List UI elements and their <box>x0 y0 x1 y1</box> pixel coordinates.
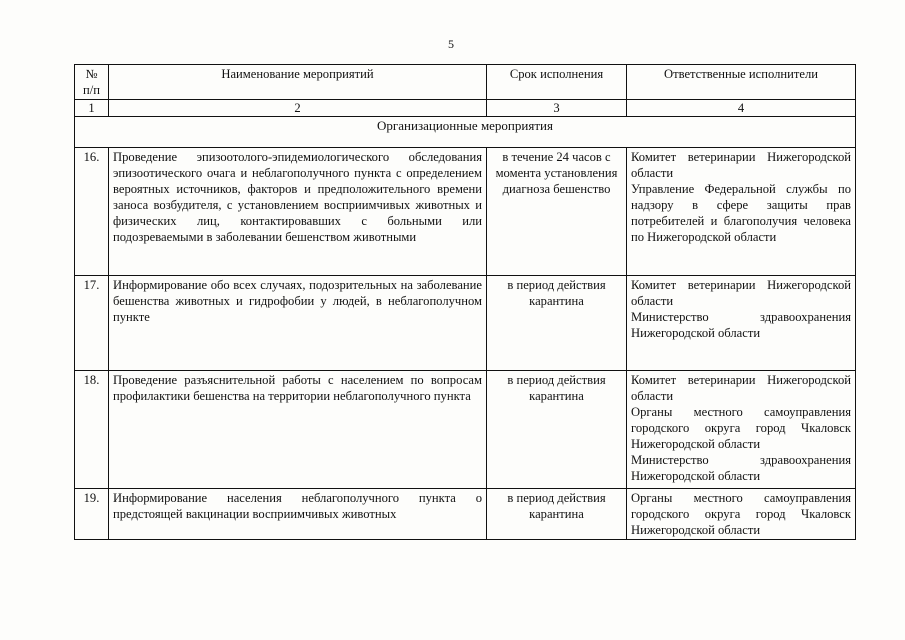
measure-term: в период действия карантина <box>487 276 627 371</box>
header-col-name: Наименование мероприятий <box>109 65 487 100</box>
table-row <box>75 276 856 371</box>
section-title: Организационные мероприятия <box>75 117 856 148</box>
section-row <box>75 117 856 148</box>
column-number: 3 <box>487 100 627 117</box>
row-number: 16. <box>75 148 109 276</box>
table-row <box>75 371 856 489</box>
responsible-party: Комитет ветеринарии Нижегородской области <box>631 373 851 403</box>
row-number: 18. <box>75 371 109 489</box>
measure-name: Информирование обо всех случаях, подозрительных на заболевание бешенства животных и гидрофобии у людей, в неблагополучном пункте <box>109 276 487 371</box>
row-number: 17. <box>75 276 109 371</box>
measure-responsible <box>627 148 856 276</box>
table-row <box>75 148 856 276</box>
measure-term: в период действия карантина <box>487 489 627 540</box>
responsible-party: Органы местного самоуправления городского округа город Чкаловск Нижегородской области <box>631 405 851 451</box>
measure-responsible <box>627 489 856 540</box>
measure-term: в течение 24 часов с момента установления диагноза бешенство <box>487 148 627 276</box>
responsible-party: Комитет ветеринарии Нижегородской области <box>631 150 851 180</box>
responsible-party: Министерство здравоохранения Нижегородской области <box>631 453 851 483</box>
measures-table <box>74 64 856 540</box>
column-number: 4 <box>627 100 856 117</box>
responsible-party: Комитет ветеринарии Нижегородской области <box>631 278 851 308</box>
measure-name: Информирование населения неблагополучного пункта о предстоящей вакцинации восприимчивых животных <box>109 489 487 540</box>
header-col-resp: Ответственные исполнители <box>627 65 856 100</box>
column-number: 1 <box>75 100 109 117</box>
table-row <box>75 489 856 540</box>
column-number: 2 <box>109 100 487 117</box>
header-row <box>75 65 856 100</box>
row-number: 19. <box>75 489 109 540</box>
responsible-party: Органы местного самоуправления городского округа город Чкаловск Нижегородской области <box>631 491 851 537</box>
measure-term: в период действия карантина <box>487 371 627 489</box>
responsible-party: Министерство здравоохранения Нижегородской области <box>631 310 851 340</box>
measure-responsible <box>627 276 856 371</box>
page-number: 5 <box>448 37 454 51</box>
header-col-no: № п/п <box>75 65 109 100</box>
responsible-party: Управление Федеральной службы по надзору в сфере защиты прав потребителей и благополучия человека по Нижегородской области <box>631 182 851 244</box>
measure-responsible <box>627 371 856 489</box>
measure-name: Проведение разъяснительной работы с населением по вопросам профилактики бешенства на территории неблагополучного пункта <box>109 371 487 489</box>
header-col-term: Срок исполнения <box>487 65 627 100</box>
column-number-row <box>75 100 856 117</box>
measure-name: Проведение эпизоотолого-эпидемиологического обследования эпизоотического очага и неблагополучного пункта с определением вероятных источников, факторов и предположительного времени заноса возбудителя, с установлением восприимчивых животных и физических лиц, контактировавших с больными или подозреваемыми в заболевании бешенством животными <box>109 148 487 276</box>
